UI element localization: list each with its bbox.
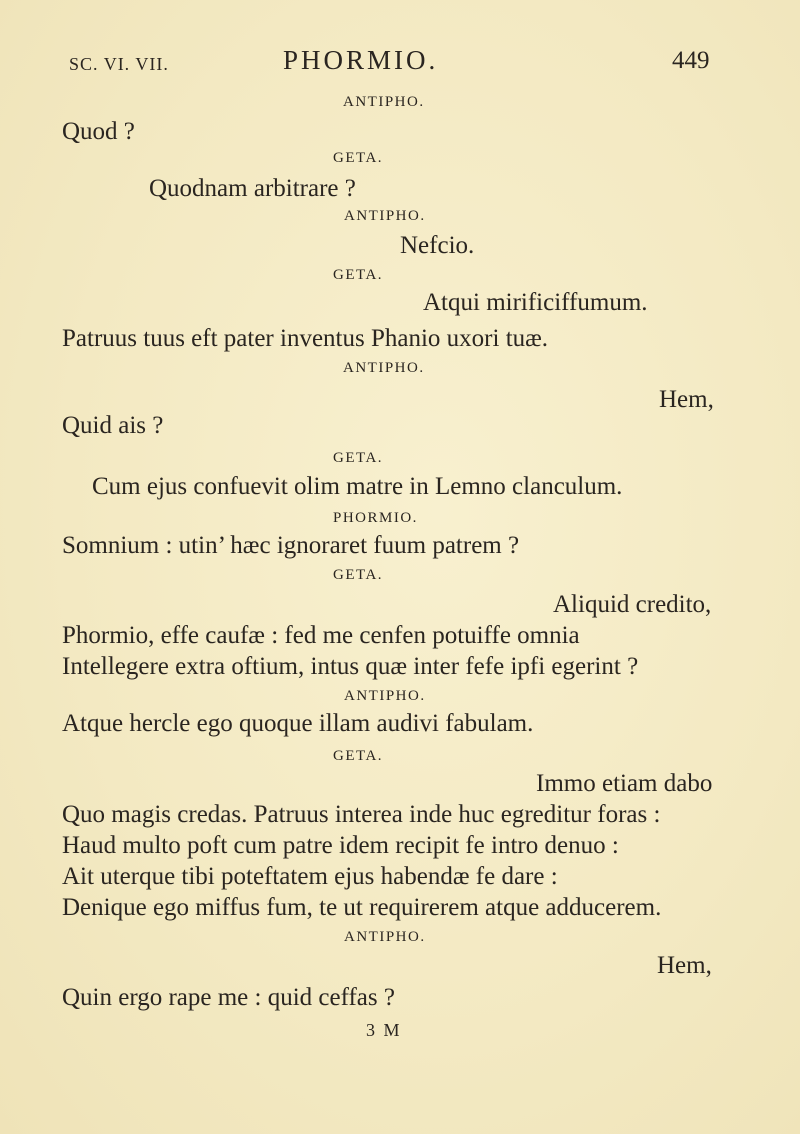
verse-line: Quo magis credas. Patruus interea inde huc egreditur foras : — [62, 801, 661, 828]
speaker-name: ANTIPHO. — [344, 929, 426, 945]
verse-line: Ait uterque tibi poteftatem ejus habendæ fe dare : — [62, 863, 558, 890]
verse-line: Patruus tuus eft pater inventus Phanio uxori tuæ. — [62, 325, 549, 352]
speaker-name: ANTIPHO. — [344, 208, 426, 224]
verse-line: Intellegere extra oftium, intus quæ inter fefe ipfi egerint ? — [62, 653, 639, 680]
verse-line: Nefcio. — [400, 232, 475, 259]
verse-line: Aliquid credito, — [553, 591, 712, 618]
speaker-name: GETA. — [333, 450, 384, 466]
running-title: PHORMIO. — [283, 45, 439, 75]
speaker-name: GETA. — [333, 267, 384, 283]
verse-line: Denique ego miffus fum, te ut requirerem atque adducerem. — [62, 894, 662, 921]
verse-line: Atque hercle ego quoque illam audivi fabulam. — [62, 710, 534, 737]
verse-line: Atqui mirificiffumum. — [423, 289, 648, 316]
speaker-name: GETA. — [333, 150, 384, 166]
printer-signature: 3 M — [366, 1020, 402, 1040]
verse-line: Phormio, effe caufæ : fed me cenfen potuiffe omnia — [62, 622, 580, 649]
speaker-name: ANTIPHO. — [343, 94, 425, 110]
verse-line: Haud multo poft cum patre idem recipit fe intro denuo : — [62, 832, 619, 859]
speaker-name: GETA. — [333, 567, 384, 583]
speaker-name: GETA. — [333, 748, 384, 764]
verse-line: Hem, — [659, 386, 714, 413]
verse-line: Quin ergo rape me : quid ceffas ? — [62, 984, 395, 1011]
scene-reference: SC. VI. VII. — [69, 54, 169, 74]
verse-line: Quodnam arbitrare ? — [149, 175, 356, 202]
verse-line: Cum ejus confuevit olim matre in Lemno clanculum. — [92, 473, 623, 500]
speaker-name: ANTIPHO. — [343, 360, 425, 376]
verse-line: Hem, — [657, 952, 712, 979]
verse-line: Somnium : utin’ hæc ignoraret fuum patrem ? — [62, 532, 520, 559]
verse-line: Immo etiam dabo — [536, 770, 713, 797]
verse-line: Quod ? — [62, 118, 135, 145]
speaker-name: ANTIPHO. — [344, 688, 426, 704]
page-number: 449 — [672, 47, 710, 74]
verse-line: Quid ais ? — [62, 412, 164, 439]
speaker-name: PHORMIO. — [333, 510, 418, 526]
